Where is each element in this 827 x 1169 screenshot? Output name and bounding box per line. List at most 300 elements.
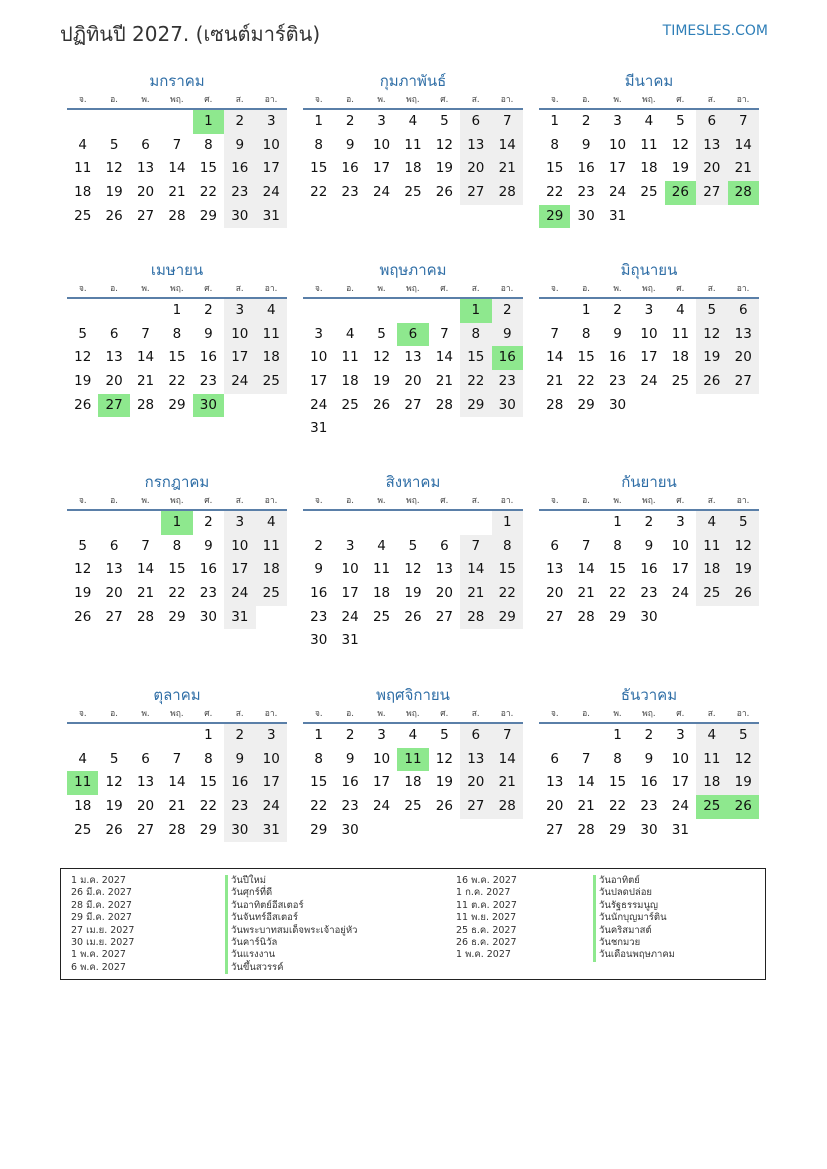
day-cell: 29: [608, 608, 627, 625]
empty-day-cell: [67, 511, 98, 535]
day-cell: 15: [199, 160, 217, 177]
weekday-label: อ.: [110, 709, 118, 719]
day-cell: 1: [204, 727, 213, 743]
day-cell: 10: [608, 136, 627, 153]
weekday-label: พฤ.: [406, 496, 420, 506]
day-cell: 29: [460, 394, 491, 418]
empty-day-cell: [334, 511, 365, 535]
empty-day-cell: [98, 110, 129, 134]
month-name: กุมภาพันธ์: [379, 72, 447, 90]
weekday-label: ศ.: [676, 709, 685, 719]
weekday-label: อา.: [264, 284, 278, 294]
day-cell: 17: [224, 558, 255, 582]
day-cell: 20: [404, 373, 422, 390]
day-cell: 14: [492, 748, 523, 772]
day-cell: 8: [314, 136, 323, 153]
holiday-day-cell: 1: [193, 110, 224, 134]
day-cell: 25: [404, 184, 422, 201]
day-cell: 22: [199, 798, 217, 815]
weekday-label: อา.: [500, 95, 514, 105]
day-cell: 5: [109, 750, 119, 767]
day-cell: 25: [341, 396, 359, 413]
day-cell: 30: [199, 608, 217, 625]
day-cell: 13: [404, 349, 422, 366]
day-cell: 11: [671, 325, 689, 342]
holiday-name: วันคาร์นิวัล: [225, 937, 357, 949]
empty-day-cell: [130, 511, 161, 535]
day-cell: 20: [460, 157, 491, 181]
day-cell: 24: [310, 396, 328, 413]
day-cell: 23: [199, 373, 217, 390]
day-cell: 25: [256, 370, 287, 394]
day-cell: 21: [460, 582, 491, 606]
weekday-label: ส.: [471, 95, 480, 105]
day-cell: 16: [640, 561, 658, 578]
day-cell: 28: [492, 181, 523, 205]
day-cell: 19: [105, 184, 123, 201]
day-cell: 27: [460, 795, 491, 819]
day-cell: 27: [404, 396, 422, 413]
day-cell: 28: [136, 396, 155, 413]
weekday-label: จ.: [314, 284, 323, 294]
weekday-label: พฤ.: [642, 284, 656, 294]
holiday-name: วันเดือนพฤษภาคม: [593, 949, 675, 961]
day-cell: 25: [696, 582, 727, 606]
day-cell: 17: [372, 160, 391, 177]
holiday-day-cell: 11: [67, 771, 98, 795]
weekday-label: ศ.: [440, 496, 449, 506]
day-cell: 25: [372, 608, 391, 625]
day-cell: 14: [168, 774, 186, 791]
day-cell: 14: [168, 160, 186, 177]
empty-day-cell: [570, 724, 601, 748]
day-cell: 9: [492, 323, 523, 347]
day-cell: 31: [256, 205, 287, 229]
day-cell: 16: [199, 561, 217, 578]
day-cell: 24: [608, 184, 627, 201]
weekday-label: ศ.: [440, 284, 449, 294]
day-cell: 2: [492, 299, 523, 323]
holiday-name: วันปลดปล่อย: [593, 887, 675, 899]
weekday-label: พฤ.: [170, 496, 184, 506]
day-cell: 26: [696, 370, 727, 394]
day-cell: 17: [256, 157, 287, 181]
holiday-date: 1 พ.ค. 2027: [71, 949, 126, 961]
weekday-label: อา.: [736, 709, 750, 719]
weekday-label: อ.: [110, 95, 118, 105]
day-cell: 4: [345, 325, 355, 342]
holiday-name: วันนักบุญมาร์ติน: [593, 912, 675, 924]
empty-day-cell: [98, 299, 129, 323]
empty-day-cell: [429, 299, 460, 323]
weekday-label: จ.: [314, 709, 323, 719]
holiday-day-cell: 26: [665, 181, 696, 205]
empty-day-cell: [98, 724, 129, 748]
day-cell: 22: [546, 184, 564, 201]
empty-day-cell: [570, 511, 601, 535]
weekday-label: อ.: [346, 284, 354, 294]
day-cell: 1: [492, 511, 523, 535]
day-cell: 19: [671, 160, 689, 177]
day-cell: 2: [204, 514, 213, 530]
weekday-label: อา.: [264, 709, 278, 719]
day-cell: 13: [105, 349, 123, 366]
weekday-label: พ.: [377, 709, 386, 719]
day-cell: 1: [172, 302, 182, 318]
brand-link[interactable]: TIMESLES.COM: [662, 23, 768, 39]
day-cell: 28: [577, 608, 595, 625]
day-cell: 16: [608, 349, 627, 366]
day-cell: 18: [256, 558, 287, 582]
day-cell: 22: [310, 184, 328, 201]
month-calendar: [67, 259, 287, 417]
weekday-header: [539, 493, 759, 511]
day-cell: 6: [109, 537, 119, 554]
weekday-label: ศ.: [204, 496, 213, 506]
day-cell: 27: [460, 181, 491, 205]
weekday-label: อ.: [346, 496, 354, 506]
day-cell: 7: [172, 136, 182, 153]
day-cell: 30: [224, 819, 255, 843]
day-cell: 31: [310, 420, 328, 437]
day-cell: 17: [640, 349, 658, 366]
month-name: มกราคม: [149, 72, 205, 90]
day-grid: [303, 299, 523, 441]
day-cell: 30: [640, 821, 658, 838]
day-cell: 9: [613, 325, 622, 342]
day-cell: 18: [74, 184, 92, 201]
weekday-label: ศ.: [676, 284, 685, 294]
day-cell: 30: [341, 821, 359, 838]
day-cell: 7: [141, 325, 150, 342]
holiday-day-cell: 16: [492, 346, 523, 370]
day-cell: 11: [696, 748, 727, 772]
weekday-label: ศ.: [204, 709, 213, 719]
day-cell: 5: [676, 113, 685, 129]
month-name: พฤษภาคม: [379, 261, 447, 279]
weekday-label: ส.: [235, 496, 244, 506]
day-cell: 8: [172, 325, 182, 342]
day-cell: 21: [492, 157, 523, 181]
weekday-label: ส.: [707, 709, 716, 719]
month-calendar: [303, 259, 523, 441]
day-cell: 6: [141, 136, 150, 153]
weekday-label: อา.: [736, 496, 750, 506]
weekday-label: ศ.: [440, 709, 449, 719]
weekday-label: ส.: [471, 709, 480, 719]
day-cell: 26: [435, 184, 453, 201]
day-cell: 26: [372, 396, 391, 413]
day-grid: [67, 299, 287, 417]
day-cell: 10: [256, 748, 287, 772]
weekday-label: อ.: [582, 496, 590, 506]
day-cell: 8: [613, 537, 622, 554]
holiday-day-cell: 26: [728, 795, 759, 819]
day-cell: 19: [696, 346, 727, 370]
day-cell: 23: [608, 373, 627, 390]
day-cell: 19: [74, 585, 92, 602]
day-cell: 7: [550, 325, 559, 342]
day-cell: 23: [640, 585, 658, 602]
day-cell: 15: [546, 160, 564, 177]
weekday-label: อ.: [582, 95, 590, 105]
day-cell: 29: [310, 821, 328, 838]
weekday-label: จ.: [550, 95, 559, 105]
holiday-name: วันศุกร์ที่ดี: [225, 887, 357, 899]
day-cell: 13: [460, 748, 491, 772]
day-cell: 12: [435, 136, 453, 153]
day-cell: 10: [671, 750, 689, 767]
weekday-label: พ.: [141, 95, 150, 105]
day-cell: 21: [546, 373, 564, 390]
day-cell: 28: [168, 821, 186, 838]
day-cell: 12: [105, 160, 123, 177]
month-name: สิงหาคม: [385, 473, 441, 491]
weekday-label: ศ.: [204, 95, 213, 105]
day-cell: 5: [440, 113, 449, 129]
holiday-day-cell: 29: [539, 205, 570, 229]
day-cell: 17: [256, 771, 287, 795]
day-cell: 12: [74, 561, 92, 578]
day-cell: 24: [671, 585, 689, 602]
day-cell: 5: [728, 511, 759, 535]
day-cell: 14: [136, 561, 155, 578]
day-cell: 26: [105, 821, 123, 838]
day-cell: 21: [577, 798, 595, 815]
weekday-label: อา.: [264, 95, 278, 105]
month-calendar: [67, 70, 287, 228]
day-cell: 21: [435, 373, 453, 390]
holiday-date: 1 ม.ค. 2027: [71, 875, 126, 886]
holiday-name: วันชกมวย: [593, 937, 675, 949]
weekday-label: จ.: [550, 709, 559, 719]
holiday-date: 29 มี.ค. 2027: [71, 912, 132, 924]
weekday-label: จ.: [78, 95, 87, 105]
day-cell: 29: [608, 821, 627, 838]
day-cell: 12: [728, 535, 759, 559]
day-cell: 19: [435, 774, 453, 791]
day-grid: [303, 724, 523, 842]
holiday-name: วันแรงงาน: [225, 949, 357, 961]
weekday-label: พฤ.: [406, 284, 420, 294]
weekday-label: จ.: [78, 496, 87, 506]
day-cell: 13: [136, 160, 155, 177]
day-cell: 29: [577, 396, 595, 413]
day-cell: 10: [372, 136, 391, 153]
weekday-header: [539, 92, 759, 110]
day-cell: 29: [168, 608, 186, 625]
holiday-day-cell: 1: [161, 511, 192, 535]
weekday-label: พฤ.: [642, 709, 656, 719]
day-cell: 30: [492, 394, 523, 418]
day-cell: 22: [310, 798, 328, 815]
day-cell: 22: [608, 798, 627, 815]
page-title: ปฏิทินปี 2027. (เซนต์มาร์ติน): [60, 22, 321, 46]
day-cell: 8: [581, 325, 591, 342]
month-calendar: [539, 471, 759, 629]
day-cell: 11: [256, 323, 287, 347]
day-cell: 2: [644, 514, 654, 530]
day-cell: 7: [581, 537, 591, 554]
day-cell: 27: [136, 821, 155, 838]
day-cell: 15: [199, 774, 217, 791]
day-cell: 5: [78, 537, 87, 554]
day-cell: 2: [314, 537, 323, 554]
day-cell: 14: [728, 134, 759, 158]
day-cell: 5: [728, 724, 759, 748]
weekday-label: อ.: [346, 709, 354, 719]
day-cell: 21: [577, 585, 595, 602]
day-cell: 16: [310, 585, 328, 602]
empty-day-cell: [161, 110, 192, 134]
day-cell: 7: [460, 535, 491, 559]
day-cell: 1: [550, 113, 559, 129]
day-cell: 18: [372, 585, 391, 602]
weekday-label: อ.: [582, 284, 590, 294]
day-cell: 23: [199, 585, 217, 602]
day-cell: 21: [168, 184, 186, 201]
day-cell: 13: [435, 561, 453, 578]
day-cell: 10: [640, 325, 658, 342]
day-cell: 12: [435, 750, 453, 767]
holiday-name: วันอาทิตย์อีสเตอร์: [225, 900, 357, 912]
day-cell: 28: [435, 396, 453, 413]
day-cell: 16: [341, 774, 359, 791]
legend-dates-left: [71, 875, 134, 974]
day-cell: 11: [696, 535, 727, 559]
weekday-label: จ.: [550, 284, 559, 294]
day-cell: 8: [460, 323, 491, 347]
day-grid: [539, 511, 759, 629]
day-cell: 22: [168, 585, 186, 602]
day-cell: 4: [256, 511, 287, 535]
day-cell: 7: [581, 750, 591, 767]
day-cell: 27: [728, 370, 759, 394]
day-cell: 4: [78, 750, 87, 767]
day-cell: 25: [404, 798, 422, 815]
holiday-date: 6 พ.ค. 2027: [71, 961, 126, 973]
weekday-label: พ.: [141, 284, 150, 294]
day-cell: 21: [492, 771, 523, 795]
holiday-date: 11 พ.ย. 2027: [456, 912, 517, 924]
day-cell: 12: [728, 748, 759, 772]
day-cell: 13: [546, 561, 564, 578]
weekday-label: จ.: [314, 496, 323, 506]
day-cell: 3: [676, 727, 685, 743]
day-cell: 6: [460, 110, 491, 134]
weekday-label: อ.: [110, 284, 118, 294]
day-cell: 24: [341, 608, 359, 625]
day-grid: [67, 511, 287, 629]
weekday-label: พฤ.: [170, 284, 184, 294]
day-cell: 20: [435, 585, 453, 602]
day-cell: 2: [224, 110, 255, 134]
day-cell: 15: [608, 774, 627, 791]
holiday-name: วันปีใหม่: [225, 875, 357, 887]
day-cell: 22: [577, 373, 595, 390]
day-cell: 6: [696, 110, 727, 134]
day-cell: 5: [696, 299, 727, 323]
day-cell: 4: [696, 724, 727, 748]
day-cell: 26: [105, 207, 123, 224]
weekday-label: พ.: [141, 496, 150, 506]
weekday-label: ศ.: [676, 95, 685, 105]
day-cell: 22: [492, 582, 523, 606]
day-cell: 3: [345, 537, 355, 554]
day-cell: 31: [608, 207, 627, 224]
holiday-day-cell: 1: [460, 299, 491, 323]
empty-day-cell: [67, 724, 98, 748]
weekday-label: จ.: [78, 284, 87, 294]
day-cell: 15: [577, 349, 595, 366]
month-calendar: [539, 70, 759, 228]
weekday-label: ศ.: [440, 95, 449, 105]
day-cell: 18: [671, 349, 689, 366]
weekday-label: พ.: [613, 95, 622, 105]
empty-day-cell: [397, 511, 428, 535]
day-cell: 17: [671, 774, 689, 791]
day-cell: 17: [372, 774, 391, 791]
day-cell: 8: [314, 750, 323, 767]
day-cell: 9: [345, 136, 355, 153]
empty-day-cell: [460, 511, 491, 535]
day-cell: 11: [372, 561, 391, 578]
day-cell: 26: [728, 582, 759, 606]
holiday-name: วันคริสมาสต์: [593, 925, 675, 937]
holiday-date: 1 พ.ค. 2027: [456, 949, 511, 961]
day-cell: 23: [224, 181, 255, 205]
empty-day-cell: [366, 299, 397, 323]
day-cell: 1: [613, 514, 622, 530]
weekday-label: พฤ.: [170, 95, 184, 105]
day-cell: 30: [608, 396, 627, 413]
day-cell: 23: [640, 798, 658, 815]
day-cell: 28: [492, 795, 523, 819]
day-grid: [67, 724, 287, 842]
day-cell: 4: [644, 113, 654, 129]
day-cell: 9: [224, 134, 255, 158]
day-cell: 27: [435, 608, 453, 625]
day-cell: 11: [404, 136, 422, 153]
legend-dates-right: [456, 875, 517, 962]
day-cell: 2: [345, 113, 355, 129]
day-cell: 18: [341, 373, 359, 390]
empty-day-cell: [303, 511, 334, 535]
day-cell: 2: [613, 302, 622, 318]
day-cell: 12: [696, 323, 727, 347]
day-cell: 11: [256, 535, 287, 559]
day-cell: 1: [314, 113, 323, 129]
day-cell: 9: [224, 748, 255, 772]
weekday-label: พฤ.: [642, 496, 656, 506]
day-cell: 14: [546, 349, 564, 366]
day-cell: 20: [460, 771, 491, 795]
day-cell: 27: [546, 608, 564, 625]
day-cell: 21: [136, 585, 155, 602]
day-cell: 21: [728, 157, 759, 181]
empty-day-cell: [130, 110, 161, 134]
weekday-label: อ.: [110, 496, 118, 506]
day-cell: 10: [671, 537, 689, 554]
day-cell: 13: [728, 323, 759, 347]
empty-day-cell: [397, 299, 428, 323]
day-cell: 19: [372, 373, 391, 390]
day-cell: 30: [310, 632, 328, 649]
day-grid: [539, 299, 759, 417]
day-cell: 1: [314, 727, 323, 743]
day-cell: 22: [608, 585, 627, 602]
day-cell: 2: [581, 113, 591, 129]
